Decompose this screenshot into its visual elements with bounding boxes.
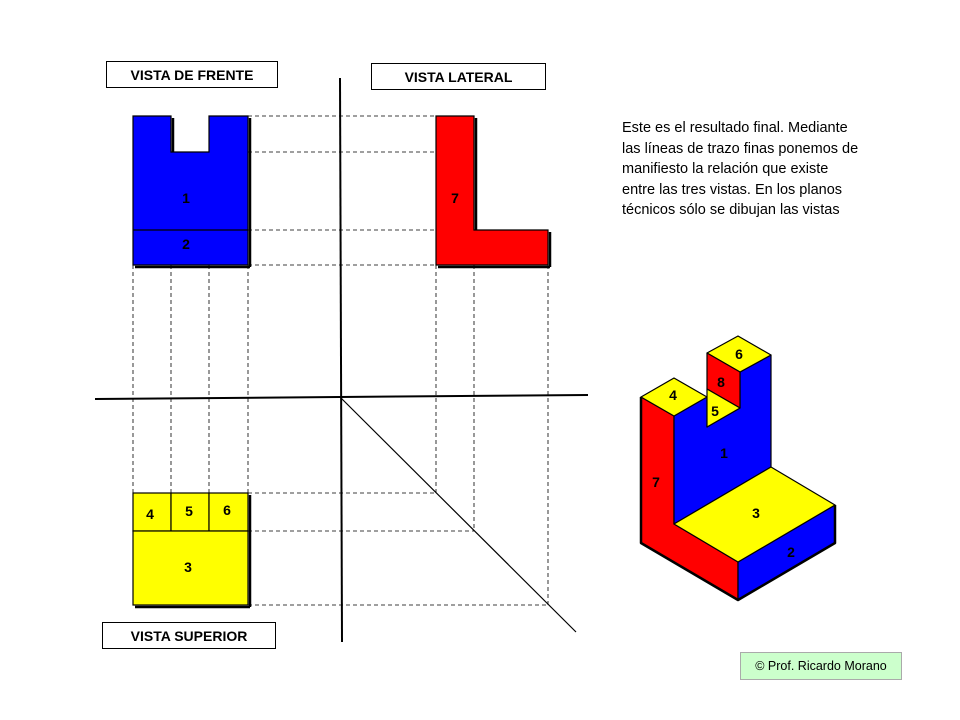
- front-part-2-label: 2: [182, 236, 190, 252]
- iso-face-1-label: 1: [720, 445, 728, 461]
- iso-face-3-label: 3: [752, 505, 760, 521]
- side-view: [436, 116, 548, 265]
- top-part-5-label: 5: [185, 503, 193, 519]
- iso-face-6-label: 6: [735, 346, 743, 362]
- front-part-1-label: 1: [182, 190, 190, 206]
- diagonal-miter-line: [340, 397, 576, 632]
- credit-badge: © Prof. Ricardo Morano: [740, 652, 902, 680]
- top-view: [133, 493, 248, 605]
- front-view-outline: [133, 116, 248, 265]
- top-part-4-label: 4: [146, 506, 154, 522]
- iso-face-5-label: 5: [711, 403, 719, 419]
- side-view-title: VISTA LATERAL: [371, 63, 546, 90]
- front-view: [133, 116, 248, 265]
- description-text: Este es el resultado final. Mediante las líneas de trazo finas ponemos de manifiesto la relación que existe entre las tres vistas. En los planos técnicos sólo se dibujan las vistas: [622, 120, 859, 218]
- vertical-axis: [340, 78, 342, 642]
- iso-face-2-label: 2: [787, 544, 795, 560]
- side-part-7-label: 7: [451, 190, 459, 206]
- top-part-6-label: 6: [223, 502, 231, 518]
- iso-face-4-label: 4: [669, 387, 677, 403]
- iso-face-8-label: 8: [717, 374, 725, 390]
- top-view-title: VISTA SUPERIOR: [102, 622, 276, 649]
- iso-face-7-label: 7: [652, 474, 660, 490]
- top-part-3-label: 3: [184, 559, 192, 575]
- front-view-title: VISTA DE FRENTE: [106, 61, 278, 88]
